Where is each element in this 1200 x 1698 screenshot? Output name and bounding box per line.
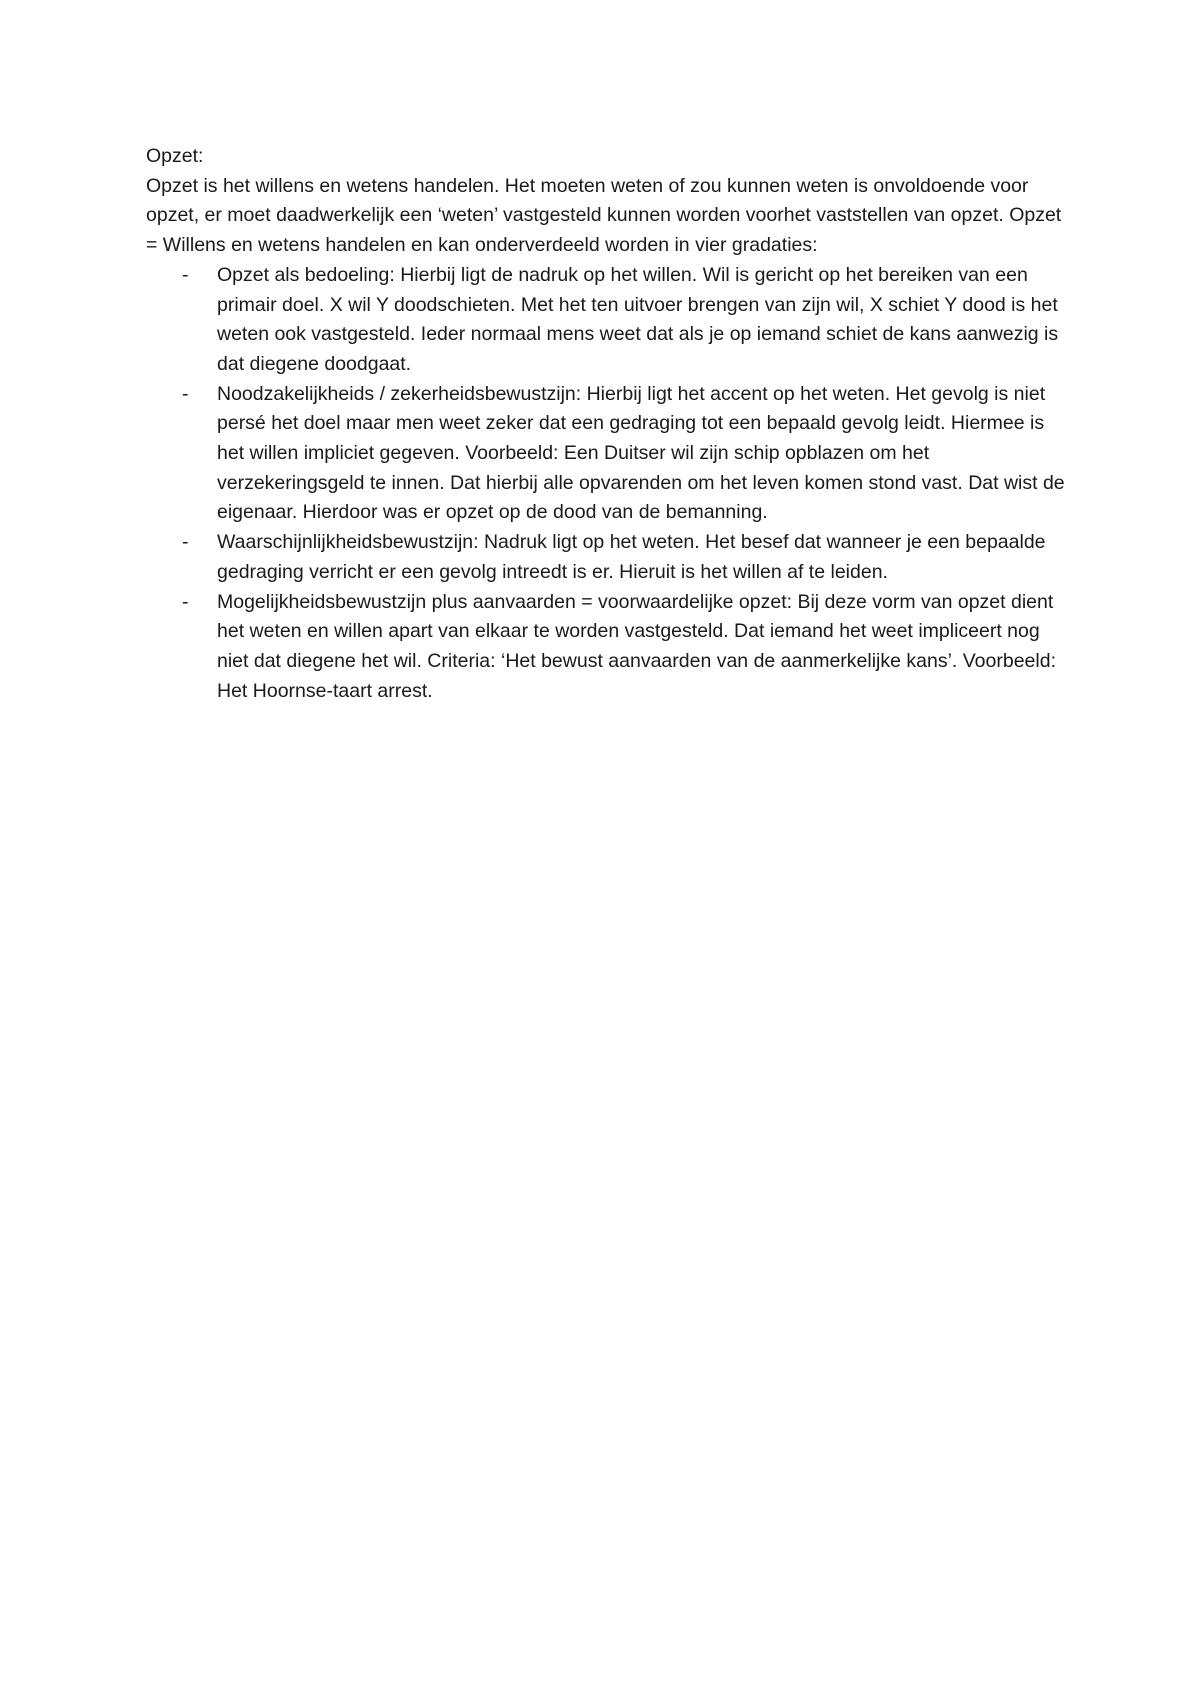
list-item-text: Opzet als bedoeling: Hierbij ligt de nadruk op het willen. Wil is gericht op het bereiken van een primair doel. X wil Y doodschieten. Met het ten uitvoer brengen van zijn wil, X schiet Y dood is het weten ook vastgesteld. Ieder normaal mens weet dat als je op iemand schiet de kans aanwezig is dat diegene doodgaat. [217,263,1059,375]
bullet-dash: - [182,263,189,286]
bullet-dash: - [182,531,189,554]
bullet-dash: - [182,382,189,405]
list-item [146,261,1066,380]
list-item-text: Waarschijnlijkheidsbewustzijn: Nadruk ligt op het weten. Het besef dat wanneer je een bepaalde gedraging verricht er een gevolg intreedt is er. Hieruit is het willen af te leiden. [217,531,1046,583]
list-item [146,588,1066,707]
document-page [146,142,1066,706]
bullet-dash: - [182,590,189,613]
list-item-text: Noodzakelijkheids / zekerheidsbewustzijn: Hierbij ligt het accent op het weten. Het gevolg is niet persé het doel maar men weet zeker dat een gedraging tot een bepaald gevolg leidt. Hiermee is het willen impliciet gegeven. Voorbeeld: Een Duitser wil zijn schip opblazen om het verzekeringsgeld te innen. Dat hierbij alle opvarenden om het leven komen stond vast. Dat wist de eigenaar. Hierdoor was er opzet op de dood van de bemanning. [217,382,1065,524]
list-item-text: Mogelijkheidsbewustzijn plus aanvaarden = voorwaardelijke opzet: Bij deze vorm van opzet dient het weten en willen apart van elkaar te worden vastgesteld. Dat iemand het weet impliceert nog niet dat diegene het wil. Criteria: ‘Het bewust aanvaarden van de aanmerkelijke kans’. Voorbeeld: Het Hoornse-taart arrest. [217,590,1056,702]
intro-paragraph: Opzet is het willens en wetens handelen. Het moeten weten of zou kunnen weten is onvoldoende voor opzet, er moet daadwerkelijk een ‘weten’ vastgesteld kunnen worden voorhet vaststellen van opzet. Opzet = Willens en wetens handelen en kan onderverdeeld worden in vier gradaties: [146,174,1062,257]
document-heading: Opzet: [146,145,204,167]
list-item [146,528,1066,587]
list-item [146,380,1066,529]
gradaties-list [146,261,1066,707]
